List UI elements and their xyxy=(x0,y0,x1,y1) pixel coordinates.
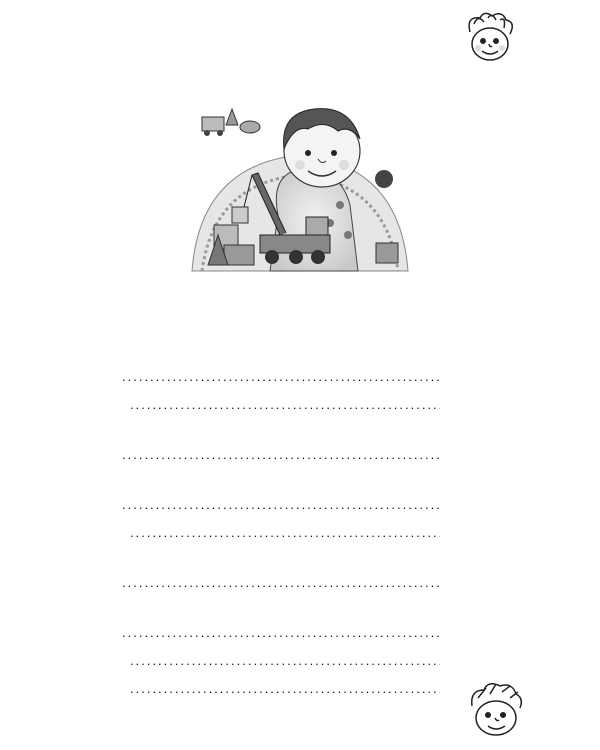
toc-entry[interactable] xyxy=(118,599,444,645)
toc-entry[interactable] xyxy=(118,343,444,389)
toc-entry-title xyxy=(118,421,444,443)
illustration-boy-with-toys xyxy=(190,95,410,275)
dot-leader xyxy=(130,649,440,673)
toc-entry-title xyxy=(118,471,444,493)
toc-entry[interactable] xyxy=(118,549,444,595)
dot-leader xyxy=(122,621,440,645)
dot-leader xyxy=(130,393,440,417)
toc-entry-title xyxy=(118,343,444,365)
toc-entry[interactable] xyxy=(118,421,444,467)
dot-leader xyxy=(130,677,440,701)
toc-entry-title xyxy=(118,599,444,621)
dot-leader xyxy=(122,365,440,389)
toc-entry[interactable] xyxy=(118,521,444,545)
table-of-contents xyxy=(118,343,444,701)
toc-entry[interactable] xyxy=(118,471,444,517)
toc-entry-title xyxy=(118,549,444,571)
cartoon-face-icon xyxy=(460,10,518,66)
toc-entry[interactable] xyxy=(118,677,444,701)
dot-leader xyxy=(122,571,440,595)
cartoon-face-icon xyxy=(466,680,526,740)
toc-entry[interactable] xyxy=(118,649,444,673)
dot-leader xyxy=(122,493,440,517)
toc-entry[interactable] xyxy=(118,393,444,417)
dot-leader xyxy=(122,443,440,467)
dot-leader xyxy=(130,521,440,545)
